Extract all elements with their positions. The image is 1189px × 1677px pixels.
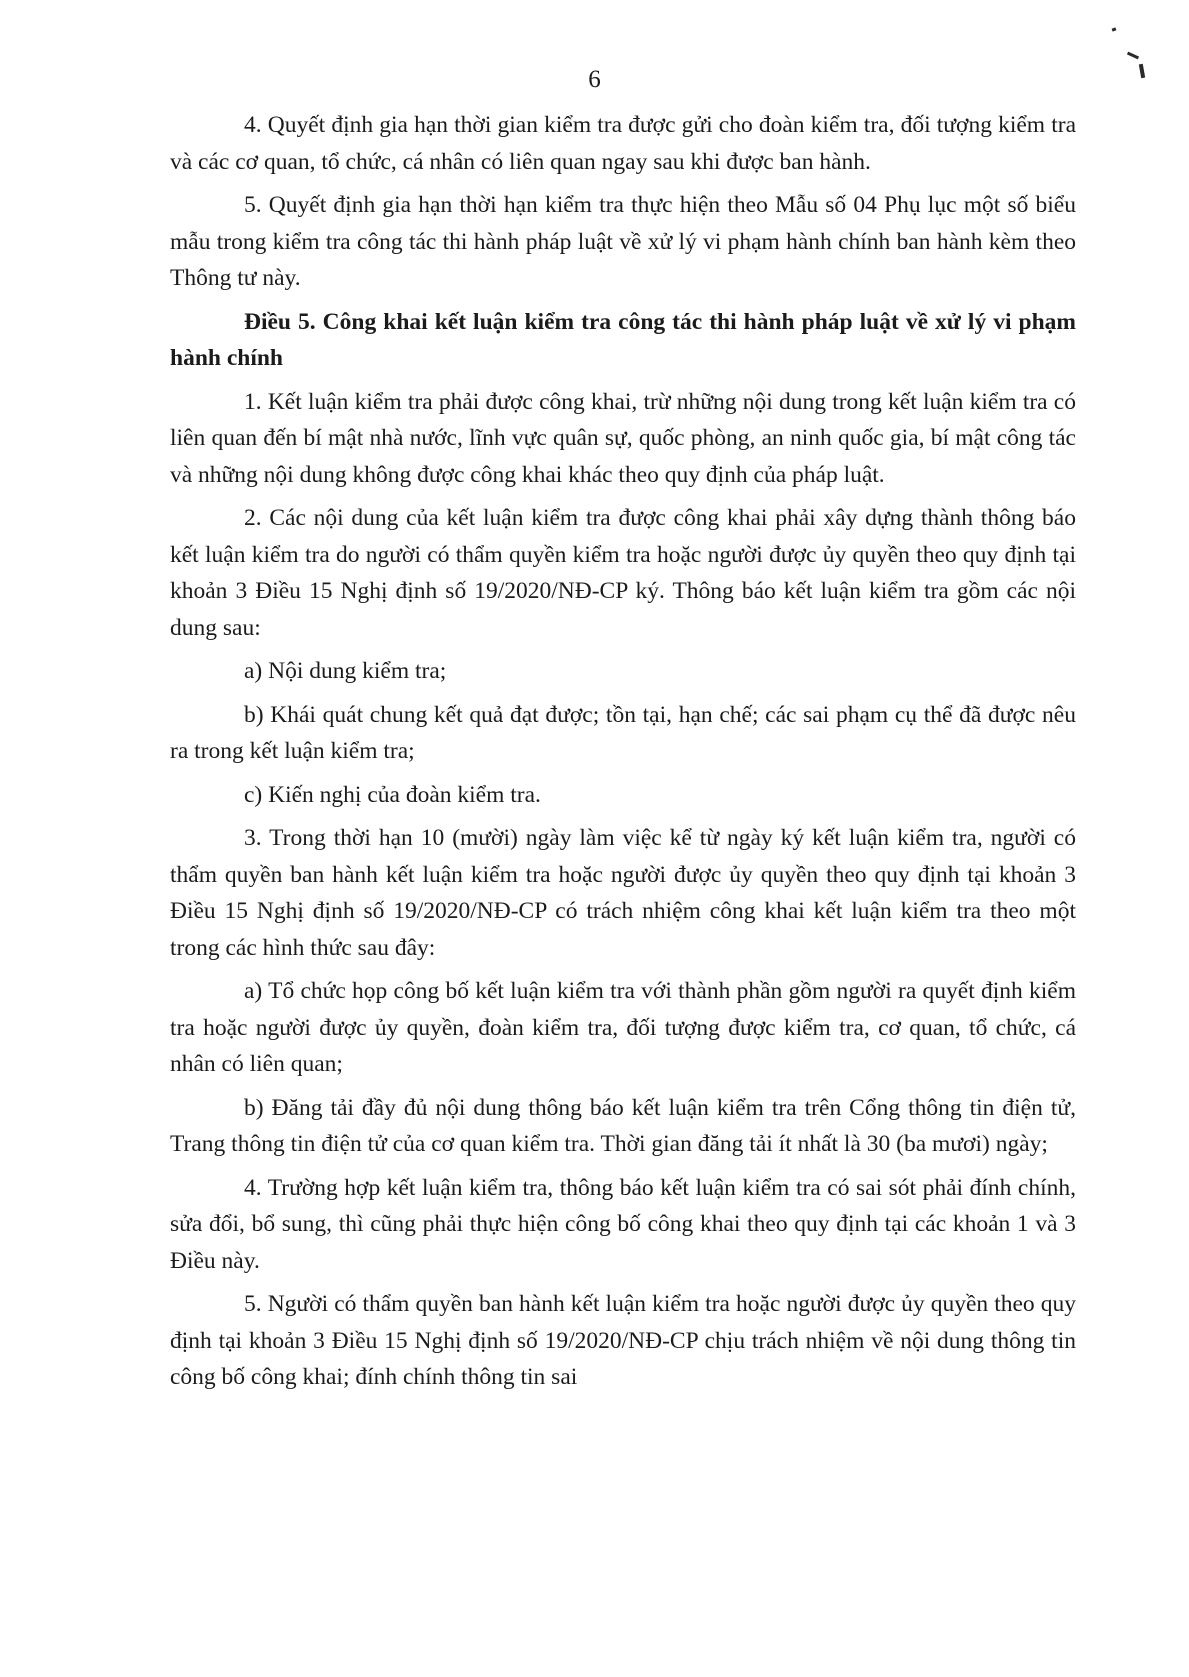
document-body — [170, 107, 1076, 1403]
scan-mark — [1112, 27, 1117, 31]
paragraph-article-5-clause-1: 1. Kết luận kiểm tra phải được công khai, trừ những nội dung trong kết luận kiểm tra có liên quan đến bí mật nhà nước, lĩnh vực quân sự, quốc phòng, an ninh quốc gia, bí mật công tác và những nội dung không được công khai khác theo quy định của pháp luật. — [170, 388, 1076, 488]
paragraph-clause-2-point-c: c) Kiến nghị của đoàn kiểm tra. — [244, 781, 541, 808]
paragraph-article-5-clause-5: 5. Người có thẩm quyền ban hành kết luận kiểm tra hoặc người được ủy quyền theo quy định tại khoản 3 Điều 15 Nghị định số 19/2020/NĐ-CP chịu trách nhiệm về nội dung thông tin công bố công khai; đính chính thông tin sai — [170, 1291, 1076, 1390]
article-5-heading: Điều 5. Công khai kết luận kiểm tra công tác thi hành pháp luật về xử lý vi phạm hành chính — [170, 308, 1076, 371]
scan-mark — [1127, 52, 1139, 60]
paragraph-clause-3-point-b: b) Đăng tải đầy đủ nội dung thông báo kết luận kiểm tra trên Cổng thông tin điện tử, Trang thông tin điện tử của cơ quan kiểm tra. Thời gian đăng tải ít nhất là 30 (ba mươi) ngày; — [170, 1094, 1076, 1157]
paragraph-article-5-clause-3: 3. Trong thời hạn 10 (mười) ngày làm việc kể từ ngày ký kết luận kiểm tra, người có thẩm quyền ban hành kết luận kiểm tra hoặc người được ủy quyền theo quy định tại khoản 3 Điều 15 Nghị định số 19/2020/NĐ-CP có trách nhiệm công khai kết luận kiểm tra theo một trong các hình thức sau đây: — [170, 825, 1076, 961]
paragraph-clause-2-point-b: b) Khái quát chung kết quả đạt được; tồn tại, hạn chế; các sai phạm cụ thể đã được nêu ra trong kết luận kiểm tra; — [170, 701, 1076, 764]
paragraph-clause-4-extension-sent: 4. Quyết định gia hạn thời gian kiểm tra được gửi cho đoàn kiểm tra, đối tượng kiểm tra và các cơ quan, tổ chức, cá nhân có liên quan ngay sau khi được ban hành. — [170, 112, 1076, 175]
paragraph-article-5-clause-4: 4. Trường hợp kết luận kiểm tra, thông báo kết luận kiểm tra có sai sót phải đính chính, sửa đổi, bổ sung, thì cũng phải thực hiện công bố công khai theo quy định tại các khoản 1 và 3 Điều này. — [170, 1174, 1076, 1274]
paragraph-clause-5-extension-form: 5. Quyết định gia hạn thời hạn kiểm tra thực hiện theo Mẫu số 04 Phụ lục một số biểu mẫu trong kiểm tra công tác thi hành pháp luật về xử lý vi phạm hành chính ban hành kèm theo Thông tư này. — [170, 192, 1076, 291]
page-number: 6 — [588, 66, 601, 93]
paragraph-clause-2-point-a: a) Nội dung kiểm tra; — [244, 658, 447, 684]
paragraph-article-5-clause-2: 2. Các nội dung của kết luận kiểm tra được công khai phải xây dựng thành thông báo kết luận kiểm tra do người có thẩm quyền kiểm tra hoặc người được ủy quyền theo quy định tại khoản 3 Điều 15 Nghị định số 19/2020/NĐ-CP ký. Thông báo kết luận kiểm tra gồm các nội dung sau: — [170, 505, 1076, 641]
paragraph-clause-3-point-a: a) Tổ chức họp công bố kết luận kiểm tra với thành phần gồm người ra quyết định kiểm tra hoặc người được ủy quyền, đoàn kiểm tra, đối tượng được kiểm tra, cơ quan, tổ chức, cá nhân có liên quan; — [170, 978, 1076, 1077]
